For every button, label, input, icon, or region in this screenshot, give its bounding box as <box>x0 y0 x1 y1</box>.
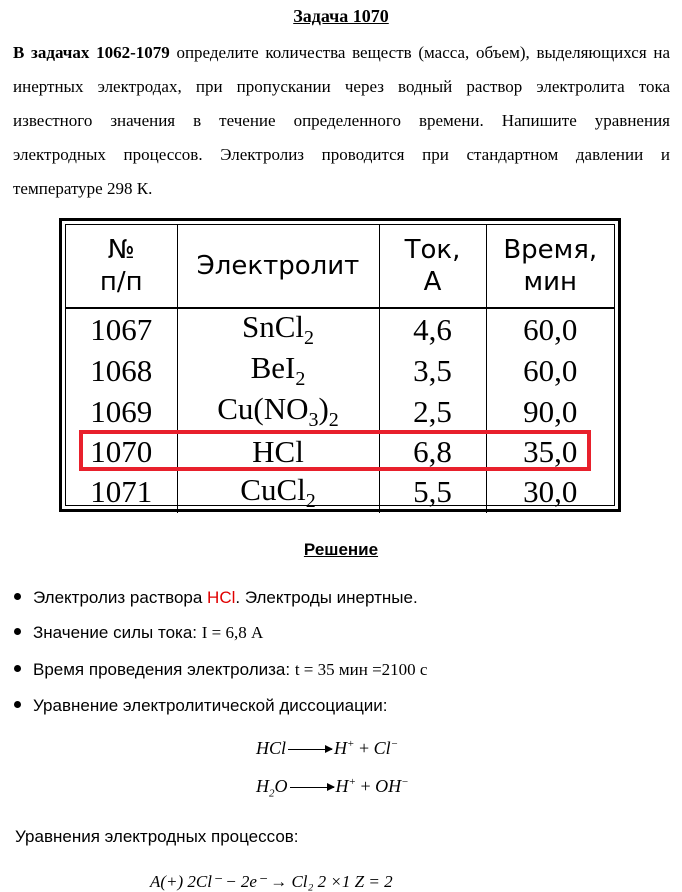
cell-electrolyte: SnCl$_2$ <box>177 308 379 350</box>
current-value: I = 6,8 А <box>201 623 264 642</box>
solution-title: Решение <box>303 540 379 559</box>
task-range: В задачах 1062-1079 <box>13 43 170 62</box>
cell-current: 6,8 <box>379 433 486 472</box>
cell-num: 1067 <box>66 308 177 350</box>
time-value: t = 35 мин =2100 с <box>294 660 428 679</box>
arrow-icon <box>288 749 332 750</box>
cell-num: 1070 <box>66 433 177 472</box>
cell-num: 1068 <box>66 350 177 391</box>
cell-electrolyte: BeI$_2$ <box>177 350 379 391</box>
cell-current: 4,6 <box>379 308 486 350</box>
col-header-current: Ток, А <box>379 225 486 308</box>
cell-time: 60,0 <box>523 311 578 347</box>
bullet-electrolysis: Электролиз раствора HCl. Электроды инертные. <box>14 588 418 608</box>
table-row <box>66 391 614 432</box>
highlight-row-1070 <box>79 430 591 471</box>
electrode-equation-partial: A(+) 2Cl⁻ − 2e⁻ → Cl₂ 2 ×1 Z = 2 <box>150 872 393 891</box>
task-title: Задача 1070 <box>293 6 389 26</box>
col-header-time: Время, мин <box>486 225 614 308</box>
table-row <box>66 350 614 391</box>
col-header-electrolyte: Электролит <box>177 225 379 308</box>
cell-electrolyte: $Cu(NO_3)_2$ <box>177 391 379 432</box>
bullet-icon <box>14 665 21 672</box>
bullet-icon <box>14 593 21 600</box>
cell-time: 35,0 <box>523 434 578 470</box>
task-statement <box>13 36 670 206</box>
bullet-dissociation: Уравнение электролитической диссоциации: <box>14 696 388 716</box>
col-header-num: № п/п <box>66 225 177 308</box>
cell-num: 1071 <box>66 472 177 513</box>
cell-current: 2,5 <box>379 391 486 432</box>
table-row <box>66 308 614 350</box>
bullet-icon <box>14 628 21 635</box>
reversible-arrow-icon <box>290 787 334 788</box>
bullet-time: Время проведения электролиза: t = 35 мин =2100 с <box>14 660 427 680</box>
cell-time: 60,0 <box>523 352 578 388</box>
task-text: определите количества веществ (масса, объем), выделяющихся на инертных электродах, при пропускании через водный раствор электролита тока известного значения в течение определенного времени. Напишите уравнения электродных процессов. Электролиз проводится при стандартном давлении и температуре 298 К. <box>13 43 670 198</box>
bullet-current: Значение силы тока: I = 6,8 А <box>14 623 263 643</box>
cell-electrolyte: HCl <box>177 433 379 472</box>
equation-water: $H_2O$ H+ + OH− <box>256 776 409 800</box>
cell-num: 1069 <box>66 391 177 432</box>
cell-current: 5,5 <box>379 472 486 513</box>
cell-time: 90,0 <box>523 393 578 429</box>
table-row <box>66 472 614 513</box>
cell-time: 30,0 <box>523 474 578 510</box>
electrolyte-name: HCl <box>207 588 236 607</box>
electrode-processes-label: Уравнения электродных процессов: <box>15 827 299 846</box>
cell-current: 3,5 <box>379 350 486 391</box>
bullet-icon <box>14 701 21 708</box>
cell-electrolyte: CuCl$_2$ <box>177 472 379 513</box>
equation-hcl: HCl H+ + Cl− <box>256 738 399 758</box>
